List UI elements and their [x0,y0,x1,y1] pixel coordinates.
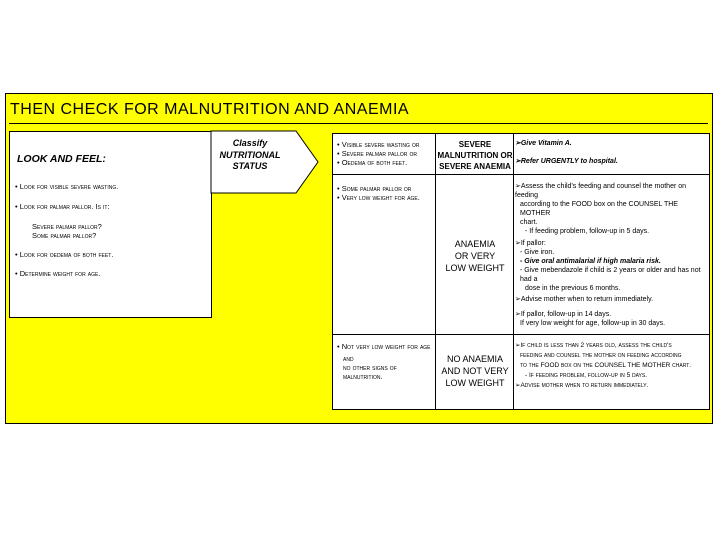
classification-anaemia: ANAEMIA OR VERY LOW WEIGHT [445,239,505,273]
page-title: THEN CHECK FOR MALNUTRITION AND ANAEMIA [10,101,410,118]
look-and-feel-heading: LOOK AND FEEL: [17,153,106,165]
table-row-anaemia-signs: • Some palmar pallor or • Very low weight for age. [337,184,420,202]
treatment-severe: ➢Give Vitamin A. ➢Refer URGENTLY to hospital. [515,140,618,165]
classify-label [214,138,286,173]
classify-line-1: Classify [232,138,268,148]
treatment-no-anaemia: ➢If child is less than 2 years old, assess the child's feeding and counsel the mother on feeding according to the FOOD box on the COUNSEL THE MOTHER chart. - If feeding problem, follow-up in 5 days. ➢Advise mother when to return immediately. [515,342,692,389]
look-item-weight: • Determine weight for age. [15,269,101,278]
look-and-feel-box [9,131,212,318]
look-item-pallor: • Look for palmar pallor. Is it: [15,202,110,211]
look-item-wasting: • Look for visible severe wasting. [15,182,119,191]
table-row-severe-signs: • Visible severe wasting or • Severe palmar pallor or • Oedema of both feet. [337,140,420,167]
look-item-oedema: • Look for oedema of both feet. [15,250,114,259]
classify-line-2: NUTRITIONAL [219,149,281,160]
look-item-some-pallor: Some palmar pallor? [32,231,97,240]
classification-severe: SEVERE MALNUTRITION OR SEVERE ANAEMIA [437,140,513,171]
classification-table [332,133,710,410]
classify-line-3: STATUS [232,161,268,171]
look-item-severe-pallor: Severe palmar pallor? [32,222,102,231]
treatment-anaemia: ➢Assess the child's feeding and counsel the mother on feeding according to the FOOD box on the COUNSEL THE MOTHER chart. - If feeding problem, follow-up in 5 days. ➢If pallor: - Give iron. - Give oral antimalarial if high malaria risk. - Give mebendazole if child is 2 years or older and has not had a dose in the previous 6 months. ➢Advise mother when to return immediately. ➢If pallor, follow-up in 14 days. If very low weight for age, follow-up in 30 days. [515,183,701,327]
table-row-normal-signs: • Not very low weight for age and no other signs of malnutrition. [337,342,431,381]
classification-no-anaemia: NO ANAEMIA AND NOT VERY LOW WEIGHT [441,354,509,388]
title-divider [9,123,708,124]
